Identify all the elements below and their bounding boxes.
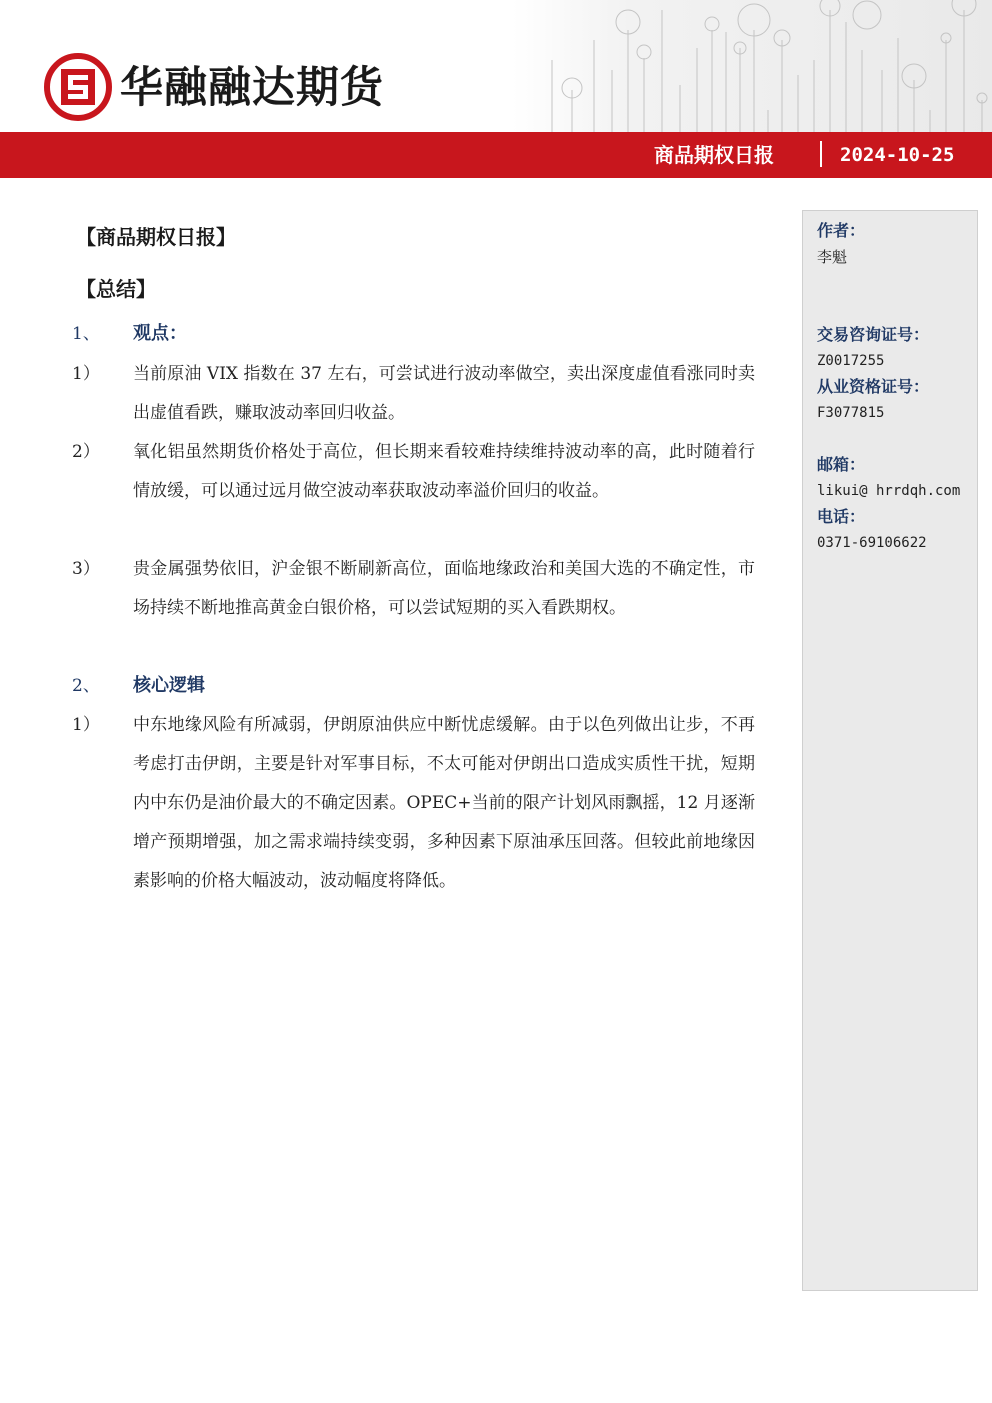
company-logo-icon — [44, 53, 112, 121]
summary-heading: 【总结】 — [76, 277, 156, 301]
report-name: 商品期权日报 — [654, 143, 774, 167]
qualification-value: F3077815 — [817, 405, 885, 421]
phone-value: 0371-69106622 — [817, 535, 927, 551]
license-value: Z0017255 — [817, 353, 885, 369]
phone-label: 电话： — [817, 507, 866, 526]
item-number: 3） — [72, 559, 100, 579]
page-header — [0, 0, 992, 132]
qualification-label: 从业资格证号： — [817, 377, 930, 396]
view-item-precious-metals: 贵金属强势依旧，沪金银不断刷新高位，面临地缘政治和美国大选的不确定性，市场持续不断地推高黄金白银价格，可以尝试短期的买入看跌期权。 — [133, 559, 755, 618]
author-label: 作者： — [817, 221, 866, 240]
header-decoration-graphic — [512, 0, 992, 132]
company-name: 华融融达期货 — [120, 63, 384, 113]
document-title: 【商品期权日报】 — [76, 225, 236, 249]
author-sidebar — [802, 210, 978, 1291]
item-number: 1） — [72, 364, 100, 384]
section-number: 1、 — [72, 324, 100, 344]
section-title-core-logic: 核心逻辑 — [133, 675, 205, 696]
author-name: 李魁 — [817, 248, 848, 266]
view-item-crude-oil: 当前原油 VIX 指数在 37 左右，可尝试进行波动率做空，卖出深度虚值看涨同时卖出虚值看跌，赚取波动率回归收益。 — [133, 364, 755, 423]
section-title-views: 观点： — [133, 323, 187, 344]
view-item-alumina: 氧化铝虽然期货价格处于高位，但长期来看较难持续维持波动率的高，此时随着行情放缓，可以通过远月做空波动率获取波动率溢价回归的收益。 — [133, 442, 755, 501]
banner-divider — [820, 141, 822, 167]
logic-item-middle-east: 中东地缘风险有所减弱，伊朗原油供应中断忧虑缓解。由于以色列做出让步，不再考虑打击伊朗，主要是针对军事目标，不太可能对伊朗出口造成实质性干扰，短期内中东仍是油价最大的不确定因素。OPEC+当前的限产计划风雨飘摇，12 月逐渐增产预期增强，加之需求端持续变弱，多种因素下原油承压回落。但较此前地缘因素影响的价格大幅波动，波动幅度将降低。 — [133, 715, 755, 891]
email-link[interactable]: likui@ hrrdqh.com — [817, 483, 961, 499]
email-label: 邮箱： — [817, 455, 866, 474]
report-banner — [0, 132, 992, 178]
item-number: 2） — [72, 442, 100, 462]
section-number: 2、 — [72, 676, 100, 696]
item-number: 1） — [72, 715, 100, 735]
license-label: 交易咨询证号： — [817, 325, 930, 344]
report-date: 2024-10-25 — [840, 144, 955, 166]
